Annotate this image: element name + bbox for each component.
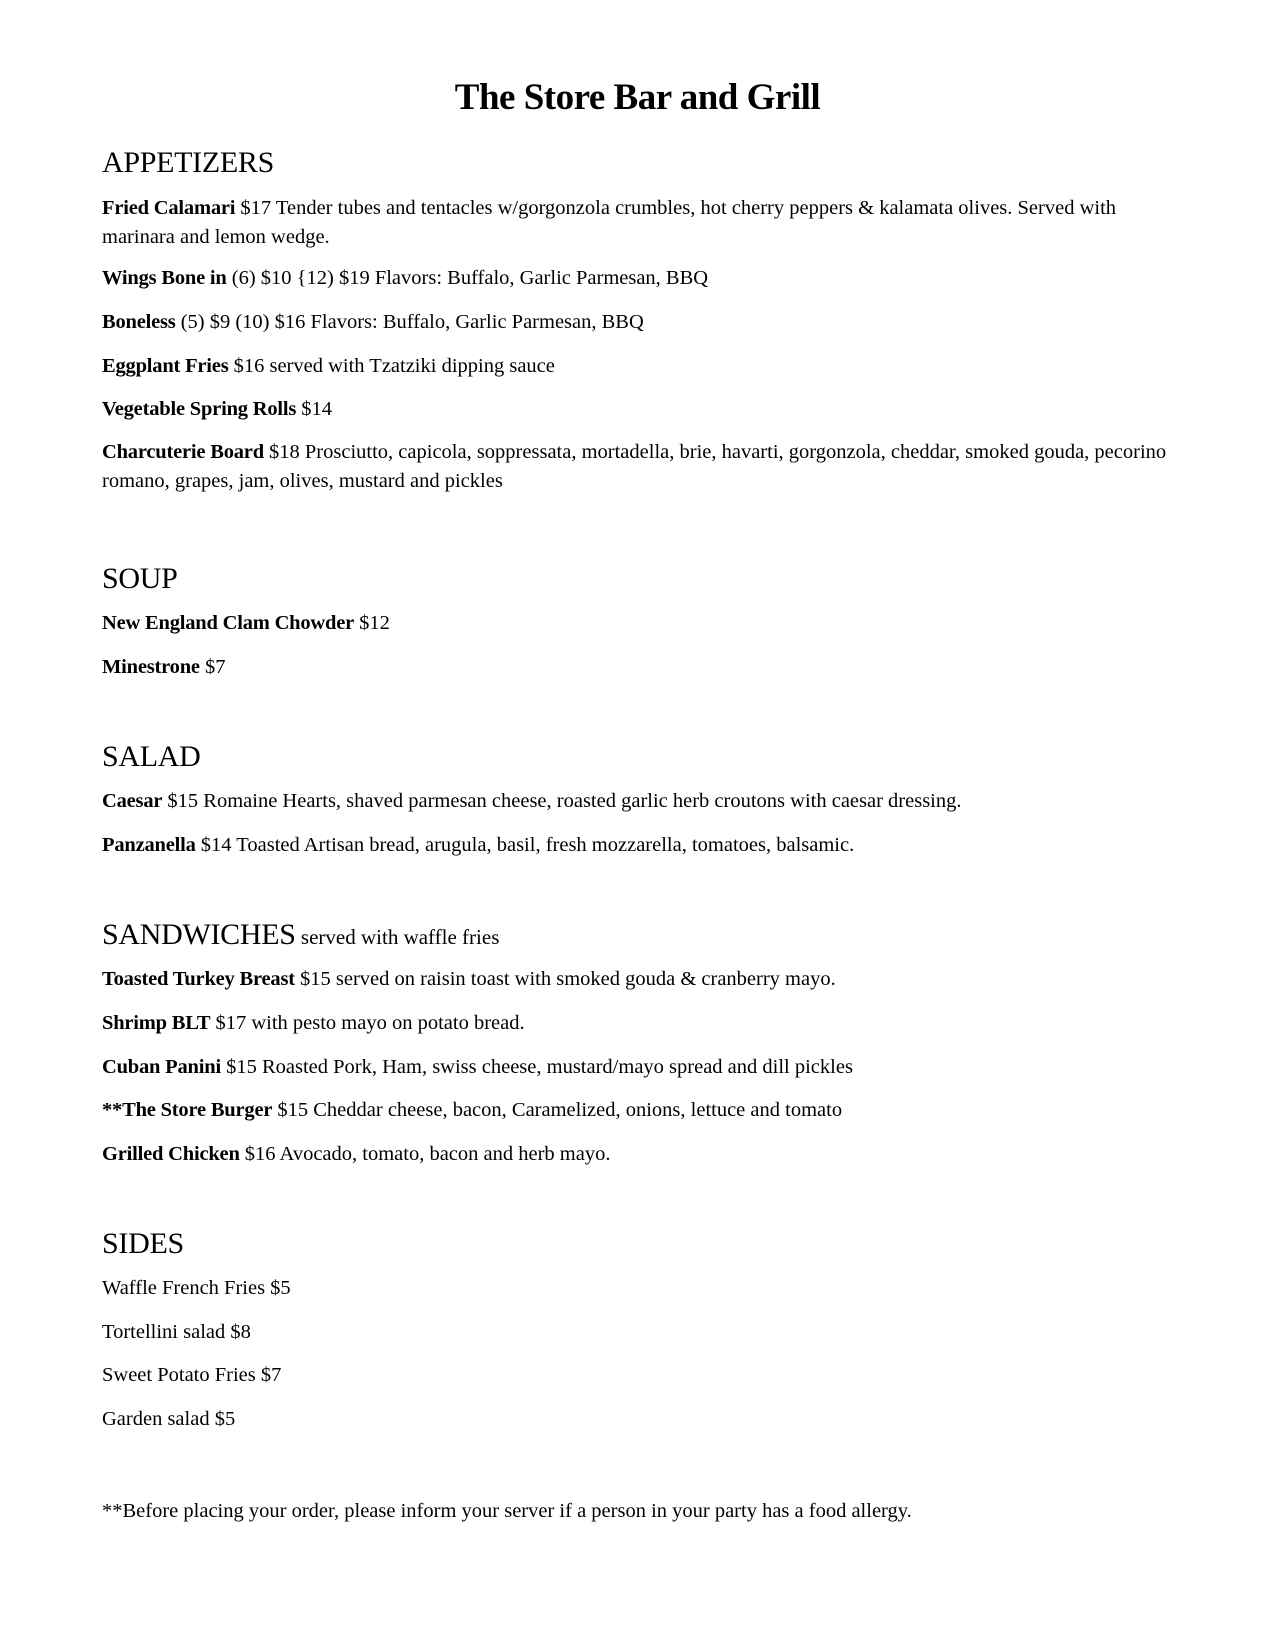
item-description: $7 (199, 656, 226, 678)
appetizers-heading-block (102, 145, 1182, 181)
sandwiches-heading-block (102, 917, 1182, 955)
menu-item-caesar (102, 787, 1182, 816)
menu-item-panzanella (102, 831, 1182, 860)
menu-item-store-burger (102, 1096, 1182, 1125)
item-description: $17 Tender tubes and tentacles w/gorgonzola crumbles, hot cherry peppers & kalamata olives. Served with marinara and lemon wedge. (102, 197, 1117, 248)
menu-item-boneless (102, 308, 1182, 337)
salad-heading-block (102, 739, 1182, 775)
soup-heading-block (102, 561, 1182, 597)
section-heading-salad: SALAD (102, 740, 201, 773)
menu-item-shrimp-blt (102, 1009, 1182, 1038)
section-heading-appetizers: APPETIZERS (102, 146, 275, 179)
item-description: $17 with pesto mayo on potato bread. (210, 1012, 525, 1034)
menu-item (102, 787, 1182, 816)
sides-heading-block (102, 1226, 1182, 1262)
section-heading-sides: SIDES (102, 1227, 184, 1260)
menu-item-fried-calamari (102, 194, 1182, 252)
section-heading-soup: SOUP (102, 562, 178, 595)
side-item (102, 1274, 1182, 1303)
menu-item-eggplant-fries (102, 352, 1182, 381)
side-item (102, 1361, 1182, 1390)
item-name: Toasted Turkey Breast (102, 968, 295, 990)
item-name: New England Clam Chowder (102, 612, 355, 634)
menu-item (102, 1053, 1182, 1082)
item-description: $16 Avocado, tomato, bacon and herb mayo. (239, 1143, 611, 1165)
item-name: Boneless (102, 311, 176, 333)
side-item (102, 1318, 1182, 1347)
item-description: $18 Prosciutto, capicola, soppressata, mortadella, brie, havarti, gorgonzola, cheddar, smoked gouda, pecorino romano, grapes, jam, olives, mustard and pickles (102, 441, 1167, 492)
item-name: Vegetable Spring Rolls (102, 398, 297, 420)
menu-item-minestrone (102, 653, 1182, 682)
menu-item-charcuterie-board (102, 438, 1182, 496)
allergy-notice-block (102, 1497, 1182, 1526)
item-name: Cuban Panini (102, 1056, 221, 1078)
sandwiches-note: served with waffle fries (295, 925, 500, 949)
menu-item (102, 653, 1182, 682)
item-description: $15 served on raisin toast with smoked gouda & cranberry mayo. (294, 968, 836, 990)
item-description: $12 (354, 612, 390, 634)
menu-item-cuban-panini (102, 1053, 1182, 1082)
sandwiches-heading-text: SANDWICHES (102, 918, 296, 951)
menu-item (102, 1096, 1182, 1125)
side-item-tortellini-salad: Tortellini salad $8 (102, 1321, 251, 1343)
menu-item (102, 395, 1182, 424)
item-name: Shrimp BLT (102, 1012, 211, 1034)
menu-item (102, 831, 1182, 860)
menu-item (102, 308, 1182, 337)
menu-item-turkey-breast (102, 965, 1182, 994)
section-heading-sandwiches (102, 917, 1182, 955)
item-description: (5) $9 (10) $16 Flavors: Buffalo, Garlic Parmesan, BBQ (175, 311, 644, 333)
item-name: Wings Bone in (102, 267, 227, 289)
menu-item-grilled-chicken (102, 1140, 1182, 1169)
item-description: $16 served with Tzatziki dipping sauce (228, 355, 555, 377)
menu-item-clam-chowder (102, 609, 1182, 638)
item-name: Charcuterie Board (102, 441, 264, 463)
item-description: $15 Roasted Pork, Ham, swiss cheese, mustard/mayo spread and dill pickles (220, 1056, 853, 1078)
item-description: $14 Toasted Artisan bread, arugula, basil, fresh mozzarella, tomatoes, balsamic. (195, 834, 855, 856)
item-name: Eggplant Fries (102, 355, 229, 377)
side-item-garden-salad: Garden salad $5 (102, 1408, 236, 1430)
item-description: (6) $10 {12) $19 Flavors: Buffalo, Garlic Parmesan, BBQ (226, 267, 709, 289)
side-item-waffle-fries: Waffle French Fries $5 (102, 1277, 291, 1299)
menu-item (102, 1009, 1182, 1038)
menu-item (102, 965, 1182, 994)
side-item-sweet-potato-fries: Sweet Potato Fries $7 (102, 1364, 282, 1386)
menu-item (102, 264, 1182, 293)
menu-item (102, 194, 1182, 252)
menu-item-spring-rolls (102, 395, 1182, 424)
item-description: $15 Romaine Hearts, shaved parmesan cheese, roasted garlic herb croutons with caesar dressing. (162, 790, 962, 812)
side-item (102, 1405, 1182, 1434)
item-name: Panzanella (102, 834, 196, 856)
item-name: Fried Calamari (102, 197, 236, 219)
item-description: $14 (296, 398, 333, 420)
item-description: $15 Cheddar cheese, bacon, Caramelized, onions, lettuce and tomato (272, 1099, 843, 1121)
menu-item-wings (102, 264, 1182, 293)
item-name: **The Store Burger (102, 1099, 273, 1121)
allergy-notice: **Before placing your order, please inform your server if a person in your party has a food allergy. (102, 1500, 912, 1522)
menu-item (102, 1140, 1182, 1169)
menu-item (102, 352, 1182, 381)
item-name: Minestrone (102, 656, 200, 678)
item-name: Grilled Chicken (102, 1143, 240, 1165)
menu-item (102, 609, 1182, 638)
page-title: The Store Bar and Grill (454, 77, 821, 118)
menu-item (102, 438, 1182, 496)
item-name: Caesar (102, 790, 163, 812)
